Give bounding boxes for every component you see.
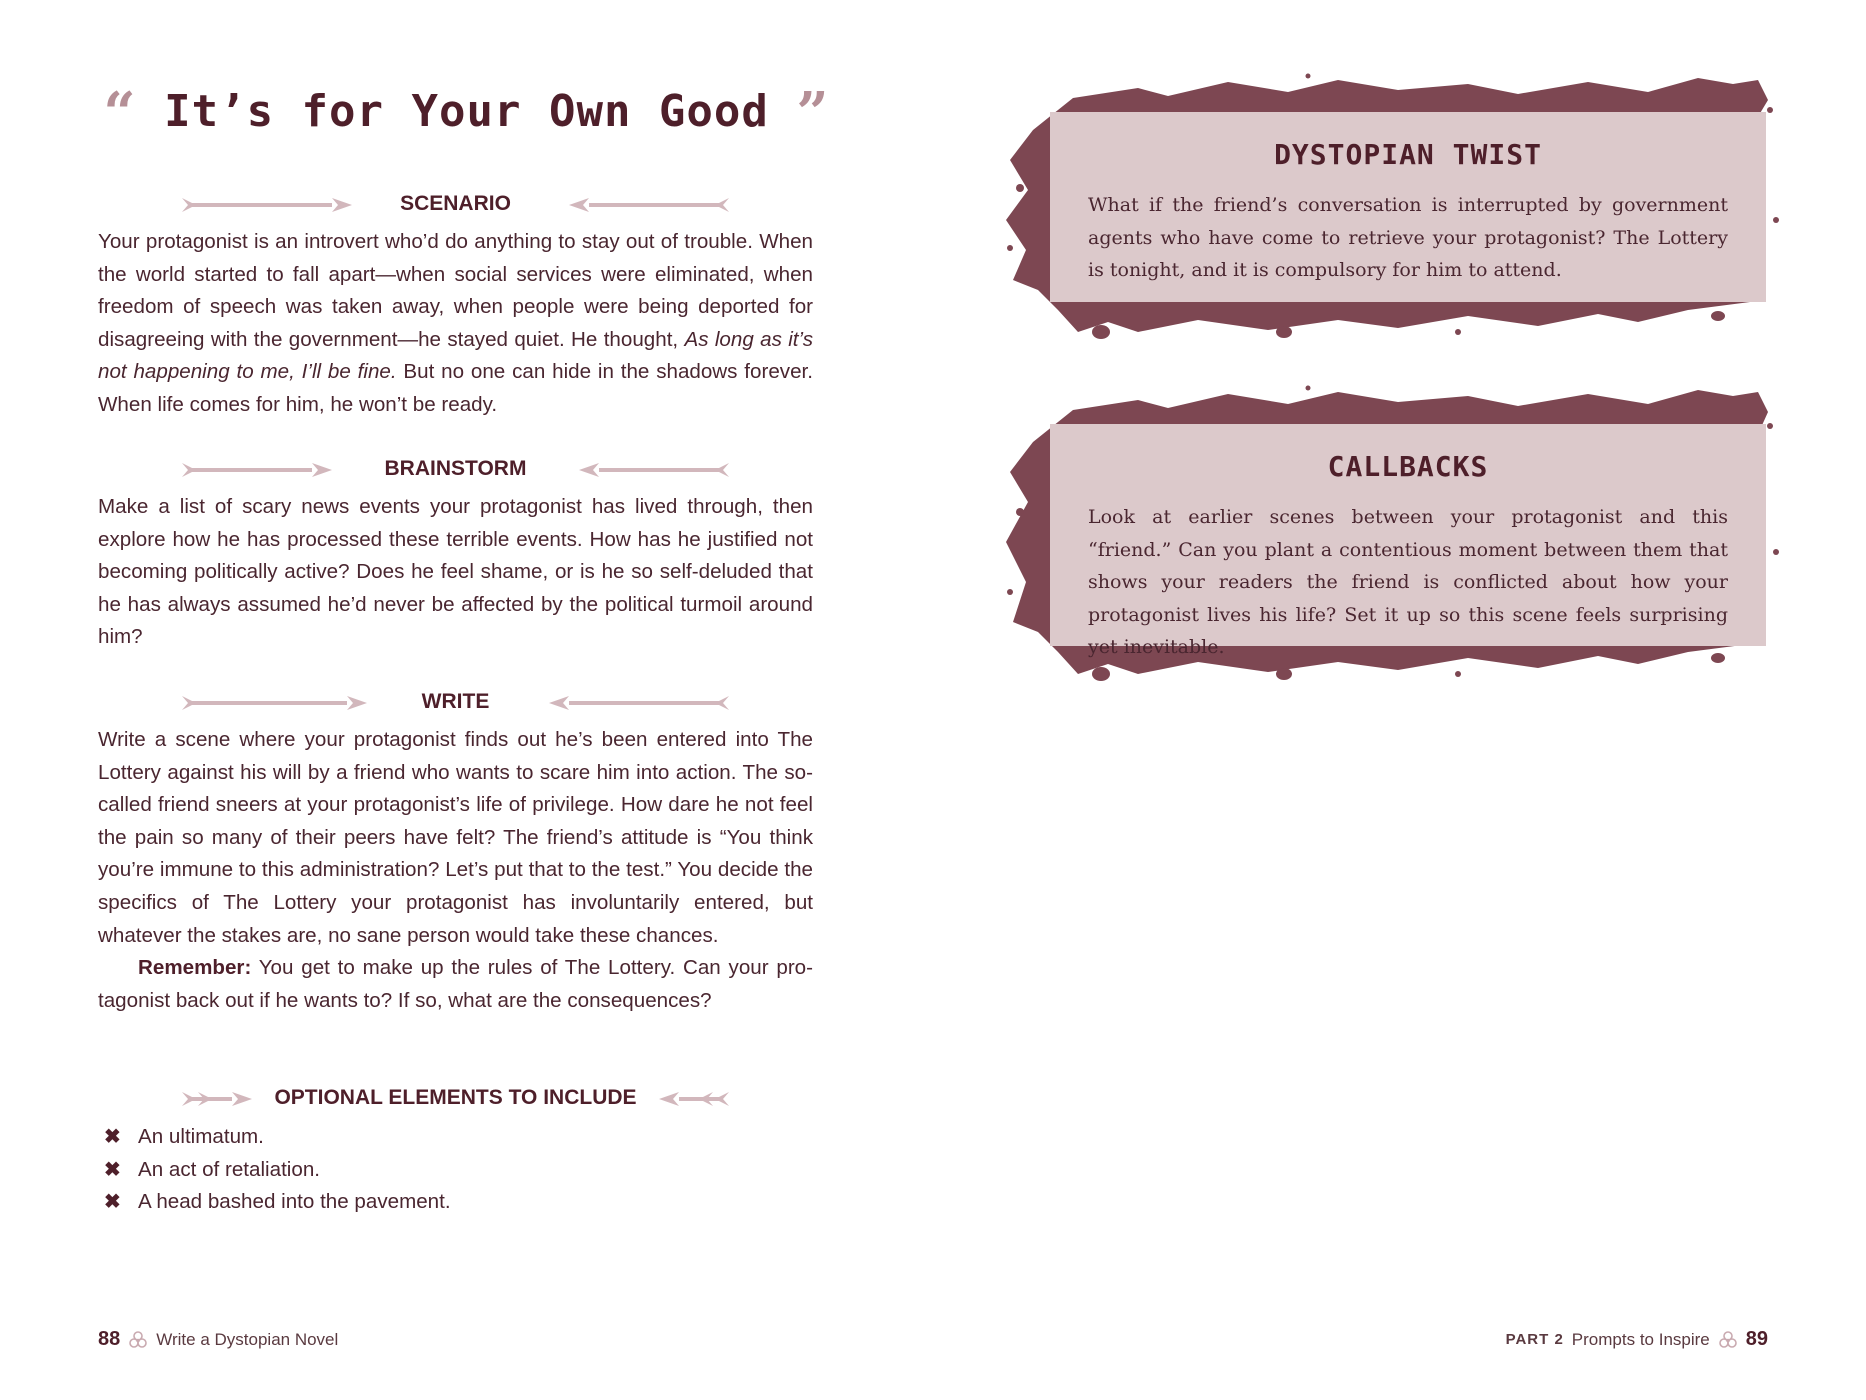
brainstorm-paragraph: Make a list of scary news events your protagonist has lived through, then explore how he has processed these terrible events. How has he justified not becoming politically active? Does he feel shame, or is he so self-deluded that he has always assumed he’d never be affected by the political turmoil around him? xyxy=(98,495,813,649)
optional-elements-list xyxy=(104,1121,451,1219)
right-page xyxy=(933,0,1866,1400)
biohazard-icon xyxy=(128,1330,148,1350)
callbacks-panel xyxy=(1050,424,1766,658)
brainstorm-text xyxy=(98,491,813,654)
list-item xyxy=(104,1186,451,1219)
part-label: PART 2 xyxy=(1505,1331,1564,1348)
write-paragraph: Write a scene where your protagonist finds out he’s been entered into The Lottery against his will by a friend who wants to scare him into action. The so-called friend sneers at your protagonist’s life of privilege. How dare he not feel the pain so many of their peers have felt? The friend’s attitude is “You think you’re immune to this administration? Let’s put that to the test.” You decide the specifics of The Lottery your protagonist has involuntarily entered, but whatever the stakes are, no sane person would take these chances. xyxy=(98,728,813,947)
write-heading-label: WRITE xyxy=(421,690,490,713)
remember-paragraph xyxy=(98,952,813,1017)
optional-heading-label: OPTIONAL ELEMENTS TO INCLUDE xyxy=(274,1086,637,1109)
right-footer xyxy=(1506,1328,1768,1351)
biohazard-icon xyxy=(1718,1330,1738,1350)
brainstorm-heading-label: BRAINSTORM xyxy=(384,457,527,480)
left-footer xyxy=(98,1328,338,1351)
callbacks-title: CALLBACKS xyxy=(1327,450,1489,483)
callbacks-text: Look at earlier scenes between your protagonist and this “friend.” Can you plant a contentious moment between them that shows your readers the friend is conflicted about how your protagonist lives his life? Set it up so this scene feels surprising yet inevitable. xyxy=(1088,506,1728,658)
page-title-text: It’s for Your Own Good xyxy=(164,86,769,137)
write-text xyxy=(98,724,813,1017)
list-item xyxy=(104,1154,451,1187)
x-mark-icon: ✖ xyxy=(104,1158,121,1181)
scenario-text-2: But no one can hide in the shadows forever. When life comes for him, he won’t be ready. xyxy=(98,360,813,416)
list-item xyxy=(104,1121,451,1154)
page-number: 89 xyxy=(1745,1328,1768,1350)
scenario-heading-label: SCENARIO xyxy=(400,192,511,215)
dystopian-twist-text: What if the friend’s conversation is interrupted by government agents who have come to retrieve your protagonist? The Lottery is tonight, and it is compulsory for him to attend. xyxy=(1088,194,1728,281)
list-item-text: A head bashed into the pavement. xyxy=(138,1190,451,1214)
optional-heading xyxy=(98,1084,813,1116)
list-item-text: An ultimatum. xyxy=(138,1125,264,1148)
remember-label: Remember: xyxy=(138,956,252,980)
dystopian-twist-panel xyxy=(1050,112,1766,302)
arrow-left-icon xyxy=(549,694,729,712)
remember-text: You get to make up the rules of The Lottery. Can your protagonist back out if he wants to? If so, what are the consequences? xyxy=(98,956,813,1012)
write-heading xyxy=(98,688,813,720)
scenario-text-1: Your protagonist is an introvert who’d do anything to stay out of trouble. When the world started to fall apart—when social services were eliminated, when freedom of speech was taken away, when people were being deported for disagreeing with the government—he stayed quiet. He thought, xyxy=(98,230,813,351)
scenario-text-italic: As long as it’s not happening to me, I’ll be fine. xyxy=(98,327,814,384)
arrow-left-icon xyxy=(569,196,729,214)
dystopian-twist-box xyxy=(998,70,1788,340)
scenario-heading xyxy=(98,190,813,222)
page-number: 88 xyxy=(98,1328,121,1350)
book-title: Write a Dystopian Novel xyxy=(156,1329,339,1349)
arrow-left-icon xyxy=(579,461,729,479)
brainstorm-heading xyxy=(98,455,813,487)
close-quote-mark: ” xyxy=(796,80,830,146)
list-item-text: An act of retaliation. xyxy=(138,1157,321,1181)
open-quote-mark: “ xyxy=(103,80,137,146)
scenario-text xyxy=(98,226,813,422)
arrow-left-icon xyxy=(659,1090,729,1108)
dystopian-twist-title: DYSTOPIAN TWIST xyxy=(1274,138,1542,171)
page-title xyxy=(0,80,933,146)
part-title: Prompts to Inspire xyxy=(1571,1329,1710,1349)
x-mark-icon: ✖ xyxy=(104,1126,121,1148)
x-mark-icon: ✖ xyxy=(104,1191,121,1214)
callbacks-box xyxy=(998,382,1788,682)
